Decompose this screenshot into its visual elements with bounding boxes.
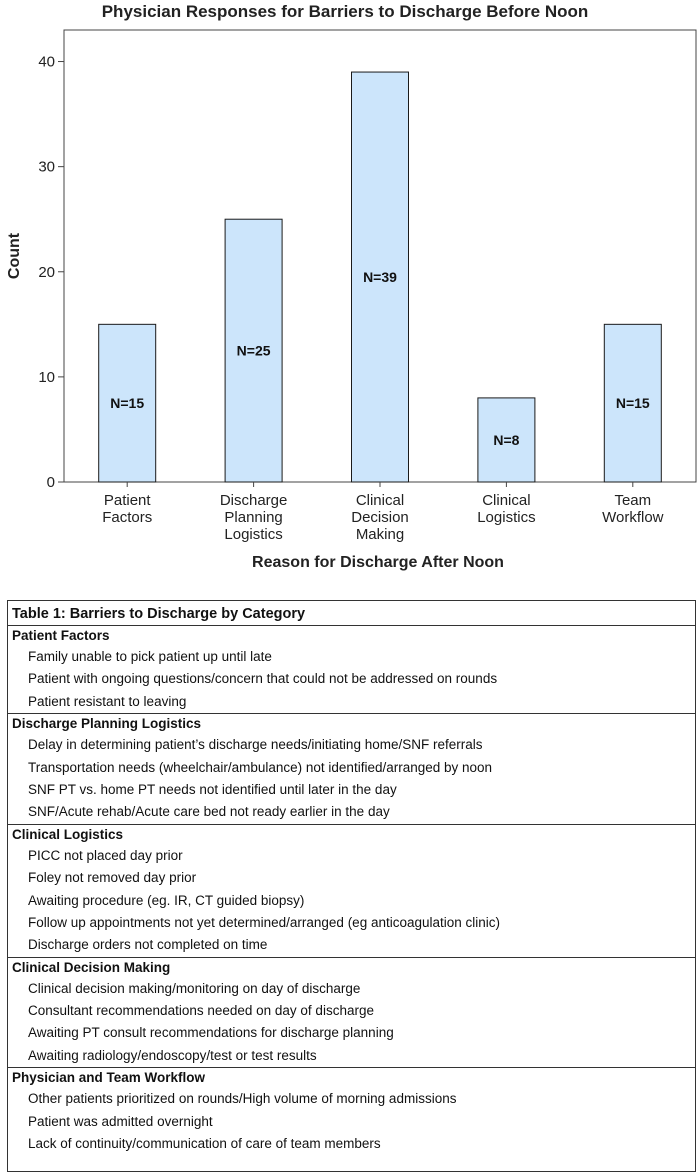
x-tick-label-line: Logistics: [224, 526, 283, 543]
y-tick-label-0: 0: [46, 474, 55, 491]
section-item: Awaiting PT consult recommendations for discharge planning: [28, 1025, 394, 1041]
section-item: SNF/Acute rehab/Acute care bed not ready earlier in the day: [28, 804, 390, 820]
section-item: SNF PT vs. home PT needs not identified until later in the day: [28, 781, 397, 797]
section-item: Consultant recommendations needed on day of discharge: [28, 1003, 374, 1019]
x-tick-label-2: [351, 492, 409, 543]
section-item: PICC not placed day prior: [28, 847, 183, 863]
x-tick-label-line: Team: [614, 492, 652, 509]
section-header: Physician and Team Workflow: [12, 1070, 206, 1086]
section-header: Discharge Planning Logistics: [12, 716, 202, 732]
x-axis-title: Reason for Discharge After Noon: [252, 554, 504, 571]
section-header: Clinical Decision Making: [12, 959, 171, 975]
section-item: Discharge orders not completed on time: [28, 937, 268, 953]
section-item: Follow up appointments not yet determined/arranged (eg anticoagulation clinic): [28, 914, 501, 930]
table-section: [8, 958, 695, 1069]
section-item: Lack of continuity/communication of care of team members: [28, 1136, 381, 1152]
bar-label-3: N=8: [493, 431, 520, 448]
x-tick-label-line: Clinical: [355, 492, 405, 509]
x-tick-label-line: Workflow: [602, 509, 664, 526]
x-tick-label-line: Making: [355, 526, 405, 543]
table-section: [8, 825, 695, 958]
table-title: Table 1: Barriers to Discharge by Category: [8, 601, 695, 626]
table-section: [8, 626, 695, 714]
x-tick-label-4: [602, 492, 664, 526]
section-item: Transportation needs (wheelchair/ambulance) not identified/arranged by noon: [28, 759, 493, 775]
x-tick-label-line: Planning: [224, 509, 283, 526]
bar-chart: [0, 0, 700, 580]
section-item: Awaiting radiology/endoscopy/test or test results: [28, 1047, 317, 1063]
section-item: Delay in determining patient’s discharge needs/initiating home/SNF referrals: [28, 737, 483, 753]
bar-label-2: N=39: [363, 269, 397, 286]
y-axis-title: Count: [6, 232, 23, 280]
section-header: Patient Factors: [12, 628, 110, 643]
x-tick-label-line: Factors: [102, 509, 153, 526]
table-section: [8, 1068, 695, 1155]
y-tick-label-3: 30: [38, 158, 55, 176]
y-tick-label-1: 10: [38, 368, 55, 386]
bar-label-4: N=15: [615, 395, 650, 412]
section-item: Patient was admitted overnight: [28, 1113, 213, 1129]
section-item: Patient resistant to leaving: [28, 693, 187, 709]
x-tick-label-line: Clinical: [482, 492, 531, 509]
bar-label-0: N=15: [110, 395, 145, 412]
y-tick-label-4: 40: [38, 53, 55, 71]
bar-label-1: N=25: [236, 342, 271, 359]
barriers-table: [7, 600, 696, 1172]
section-item: Patient with ongoing questions/concern that could not be addressed on rounds: [28, 671, 498, 687]
section-item: Clinical decision making/monitoring on day of discharge: [28, 980, 361, 996]
x-tick-label-1: [220, 492, 288, 543]
y-tick-label-2: 20: [38, 263, 55, 281]
x-tick-label-line: Discharge: [219, 492, 288, 509]
section-header: Clinical Logistics: [12, 826, 124, 842]
chart-title: Physician Responses for Barriers to Discharge Before Noon: [101, 2, 589, 21]
section-item: Other patients prioritized on rounds/High volume of morning admissions: [28, 1091, 457, 1107]
x-tick-label-line: Patient: [103, 492, 151, 509]
x-tick-label-0: [102, 492, 152, 526]
x-tick-label-3: [477, 492, 535, 526]
table-section: [8, 714, 695, 825]
section-item: Awaiting procedure (eg. IR, CT guided biopsy): [28, 892, 305, 908]
table-body: [8, 626, 695, 1155]
section-item: Family unable to pick patient up until late: [28, 649, 272, 664]
x-tick-label-line: Decision: [351, 509, 409, 526]
x-tick-label-line: Logistics: [477, 509, 536, 526]
section-item: Foley not removed day prior: [28, 870, 197, 886]
